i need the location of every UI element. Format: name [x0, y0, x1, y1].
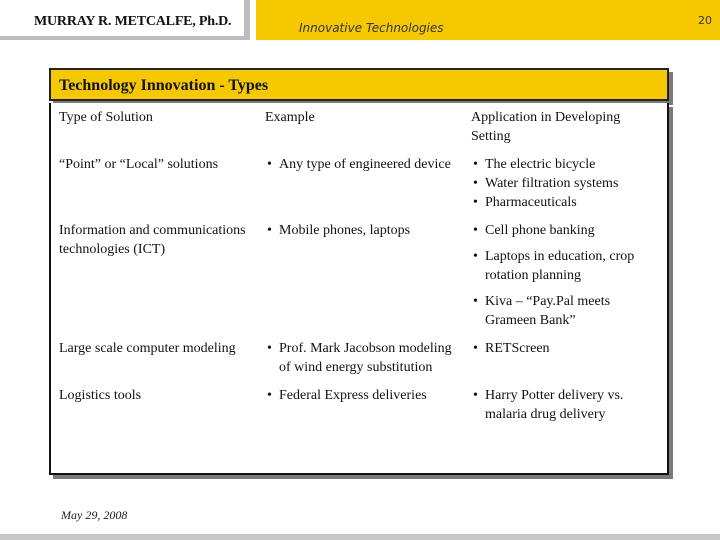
header-subtitle: Innovative Technologies: [299, 21, 444, 35]
list-item: • Water filtration systems: [471, 174, 659, 193]
table-row: [51, 150, 667, 216]
footer-date: May 29, 2008: [61, 508, 128, 522]
list-item: • Any type of engineered device: [265, 155, 455, 174]
list-item: • Kiva – “Pay.Pal meets Grameen Bank”: [471, 292, 659, 330]
bottom-strip: [0, 534, 720, 540]
list-item: • Federal Express deliveries: [265, 386, 455, 405]
header-cell: Type of Solution: [59, 110, 153, 125]
example-cell: [257, 216, 463, 334]
table-row: [51, 216, 667, 334]
list-item: • Laptops in education, crop rotation planning: [471, 247, 659, 285]
list-item: • Cell phone banking: [471, 221, 659, 240]
table-header-row: [51, 103, 667, 150]
author-name: MURRAY R. METCALFE, Ph.D.: [0, 0, 250, 40]
page-number: 20: [698, 14, 712, 27]
application-cell: [463, 334, 667, 381]
application-cell: [463, 216, 667, 334]
header-cell: Example: [265, 110, 315, 125]
list-item: • The electric bicycle: [471, 155, 659, 174]
table-row: [51, 334, 667, 381]
example-cell: [257, 381, 463, 428]
slide-title: Technology Innovation - Types: [49, 68, 669, 101]
example-cell: [257, 150, 463, 216]
type-cell: Information and communications technologies (ICT): [59, 223, 246, 257]
type-cell: Logistics tools: [59, 388, 142, 403]
header-cell: Application in Developing Setting: [471, 110, 621, 144]
list-item: • Harry Potter delivery vs. malaria drug delivery: [471, 386, 659, 424]
type-cell: “Point” or “Local” solutions: [59, 157, 219, 172]
table-row: [51, 381, 667, 428]
application-cell: [463, 381, 667, 428]
list-item: • Pharmaceuticals: [471, 193, 659, 212]
list-item: • Prof. Mark Jacobson modeling of wind energy substitution: [265, 339, 455, 377]
list-item: • RETScreen: [471, 339, 659, 358]
type-cell: Large scale computer modeling: [59, 341, 236, 356]
example-cell: [257, 334, 463, 381]
application-cell: [463, 150, 667, 216]
list-item: • Mobile phones, laptops: [265, 221, 455, 240]
slide-header: [0, 0, 720, 45]
innovation-types-table: [49, 103, 669, 475]
